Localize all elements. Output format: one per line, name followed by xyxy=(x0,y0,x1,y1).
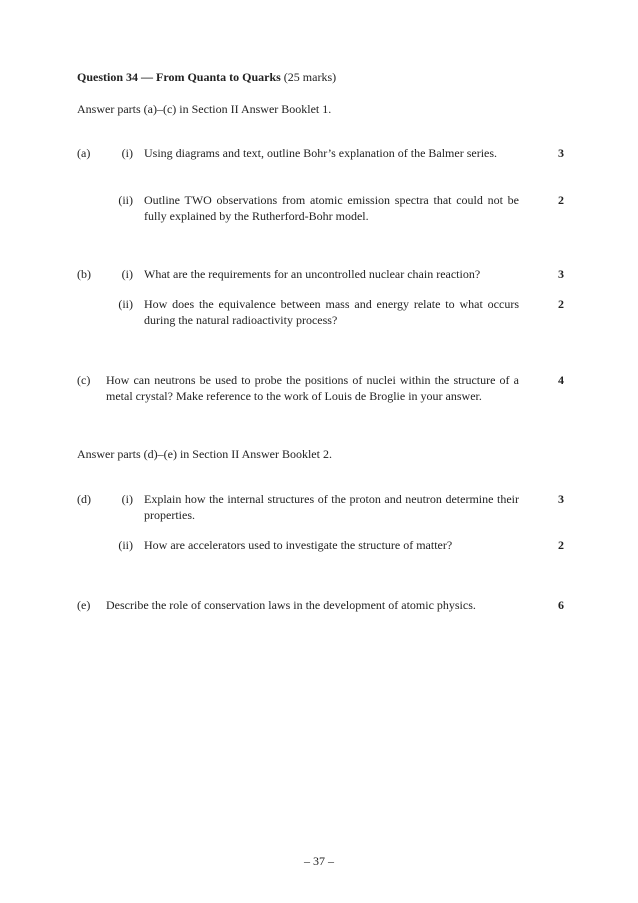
question-marks-note: (25 marks) xyxy=(283,70,337,84)
question-text: Outline TWO observations from atomic emission spectra that could not be fully explained by the Rutherford-Bohr model. xyxy=(144,193,519,223)
part-label: (d) xyxy=(77,492,91,506)
question-text: How are accelerators used to investigate the structure of matter? xyxy=(144,538,453,552)
subpart-label: (i) xyxy=(121,492,133,506)
marks-value: 3 xyxy=(558,267,564,281)
part-label: (b) xyxy=(77,267,91,281)
marks-value: 3 xyxy=(558,146,564,160)
marks-value: 6 xyxy=(558,598,564,612)
part-label: (c) xyxy=(77,373,91,387)
marks-value: 2 xyxy=(558,193,564,207)
question-title: Question 34 — From Quanta to Quarks xyxy=(77,70,281,84)
question-text: Using diagrams and text, outline Bohr’s explanation of the Balmer series. xyxy=(144,146,498,160)
marks-value: 4 xyxy=(558,373,564,387)
part-label: (a) xyxy=(77,146,91,160)
marks-value: 2 xyxy=(558,538,564,552)
question-text: How can neutrons be used to probe the positions of nuclei within the structure of a metal crystal? Make reference to the work of Louis de Broglie in your answer. xyxy=(106,373,519,403)
question-text: What are the requirements for an uncontrolled nuclear chain reaction? xyxy=(144,267,481,281)
subpart-label: (i) xyxy=(121,267,133,281)
subpart-label: (i) xyxy=(121,146,133,160)
marks-value: 2 xyxy=(558,297,564,311)
question-text: Describe the role of conservation laws in the development of atomic physics. xyxy=(106,598,476,612)
instruction-booklet-2: Answer parts (d)–(e) in Section II Answer Booklet 2. xyxy=(77,447,332,461)
question-text: Explain how the internal structures of the proton and neutron determine their properties. xyxy=(144,492,519,522)
question-heading xyxy=(77,69,577,85)
question-text: How does the equivalence between mass and energy relate to what occurs during the natural radioactivity process? xyxy=(144,297,519,327)
subpart-label: (ii) xyxy=(118,193,133,207)
subpart-label: (ii) xyxy=(118,297,133,311)
subpart-label: (ii) xyxy=(118,538,133,552)
marks-value: 3 xyxy=(558,492,564,506)
part-label: (e) xyxy=(77,598,91,612)
page-number: – 37 – xyxy=(304,854,334,868)
instruction-booklet-1: Answer parts (a)–(c) in Section II Answer Booklet 1. xyxy=(77,102,332,116)
